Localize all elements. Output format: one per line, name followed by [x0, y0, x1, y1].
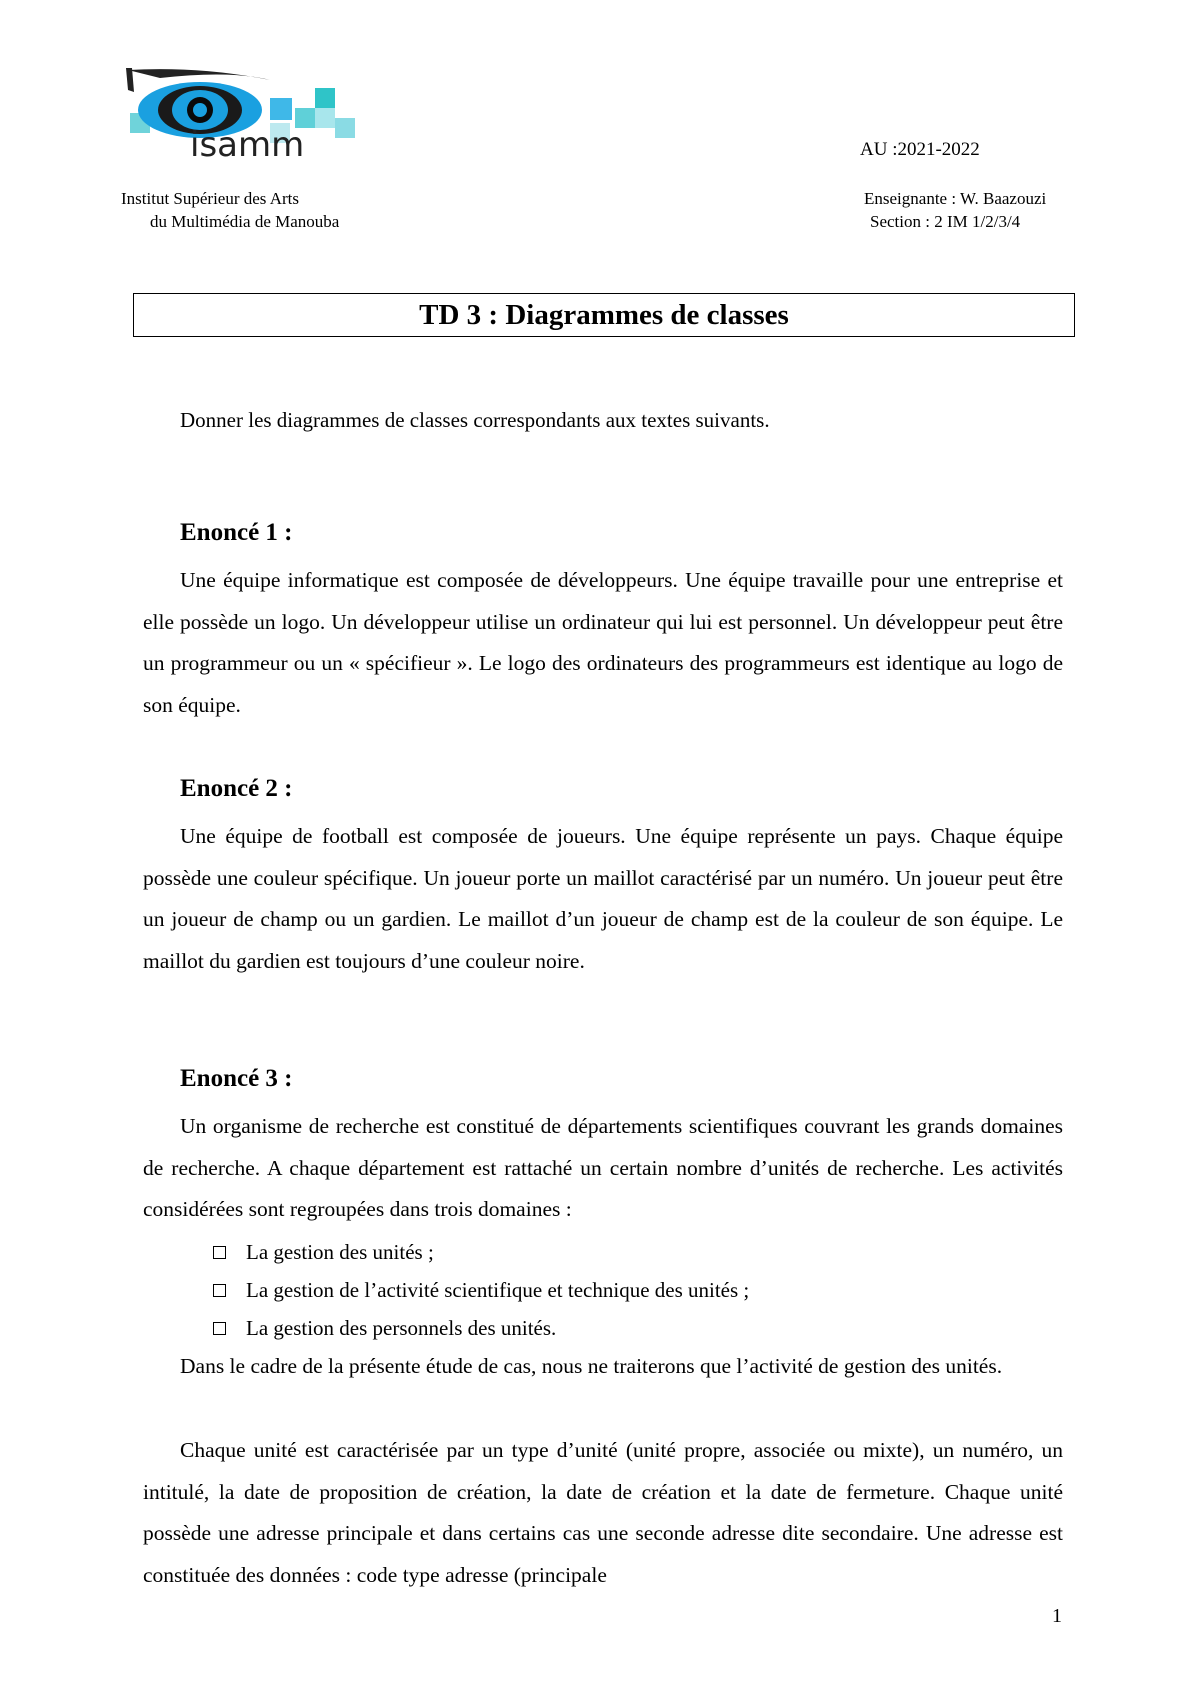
document-title — [133, 293, 1075, 337]
page-number: 1 — [1052, 1605, 1062, 1627]
institute-name-line1: Institut Supérieur des Arts — [121, 189, 300, 208]
enonce3-text1: Un organisme de recherche est constitué de départements scientifiques couvrant les grands domaines de recherche. A chaque département est rattaché un certain nombre d’unités de recherche. Les activités considérées sont regroupées dans trois domaines : — [143, 1114, 1063, 1221]
logo-wordmark: isamm — [190, 125, 305, 160]
list-item: La gestion de l’activité scientifique et technique des unités ; — [213, 1271, 749, 1309]
enonce2-text: Une équipe de football est composée de joueurs. Une équipe représente un pays. Chaque équipe possède une couleur spécifique. Un joueur porte un maillot caractérisé par un numéro. Un joueur peut être un joueur de champ ou un gardien. Le maillot d’un joueur de champ est de la couleur de son équipe. Le maillot du gardien est toujours d’une couleur noire. — [143, 824, 1063, 973]
list-item: La gestion des unités ; — [213, 1233, 749, 1271]
checkbox-bullet-icon — [213, 1322, 226, 1335]
enonce1-text: Une équipe informatique est composée de développeurs. Une équipe travaille pour une entreprise et elle possède un logo. Un développeur utilise un ordinateur qui lui est personnel. Un développeur peut être un programmeur ou un « spécifieur ». Le logo des ordinateurs des programmeurs est identique au logo de son équipe. — [143, 568, 1063, 717]
isamm-logo — [120, 68, 382, 160]
section-label: Section : 2 IM 1/2/3/4 — [870, 212, 1021, 231]
activity-list — [213, 1233, 749, 1347]
enonce3-text3: Chaque unité est caractérisée par un type d’unité (unité propre, associée ou mixte), un numéro, un intitulé, la date de proposition de création, la date de création et la date de fermeture. Chaque unité possède une adresse principale et dans certains cas une seconde adresse dite secondaire. Une adresse est constituée des données : code type adresse (principale — [143, 1438, 1063, 1587]
academic-year: AU :2021-2022 — [860, 139, 980, 160]
instruction-text: Donner les diagrammes de classes correspondants aux textes suivants. — [180, 408, 770, 432]
checkbox-bullet-icon — [213, 1284, 226, 1297]
enonce1-heading: Enoncé 1 : — [180, 519, 293, 546]
list-item: La gestion des personnels des unités. — [213, 1309, 749, 1347]
eye-logo-icon — [120, 68, 382, 160]
enonce3-text2: Dans le cadre de la présente étude de cas, nous ne traiterons que l’activité de gestion des unités. — [180, 1354, 1003, 1378]
institute-name-line2: du Multimédia de Manouba — [150, 212, 340, 231]
enonce2-heading: Enoncé 2 : — [180, 775, 293, 802]
enonce3-heading: Enoncé 3 : — [180, 1065, 293, 1092]
document-title-text: TD 3 : Diagrammes de classes — [419, 298, 789, 331]
teacher-name: Enseignante : W. Baazouzi — [864, 189, 1047, 208]
checkbox-bullet-icon — [213, 1246, 226, 1259]
